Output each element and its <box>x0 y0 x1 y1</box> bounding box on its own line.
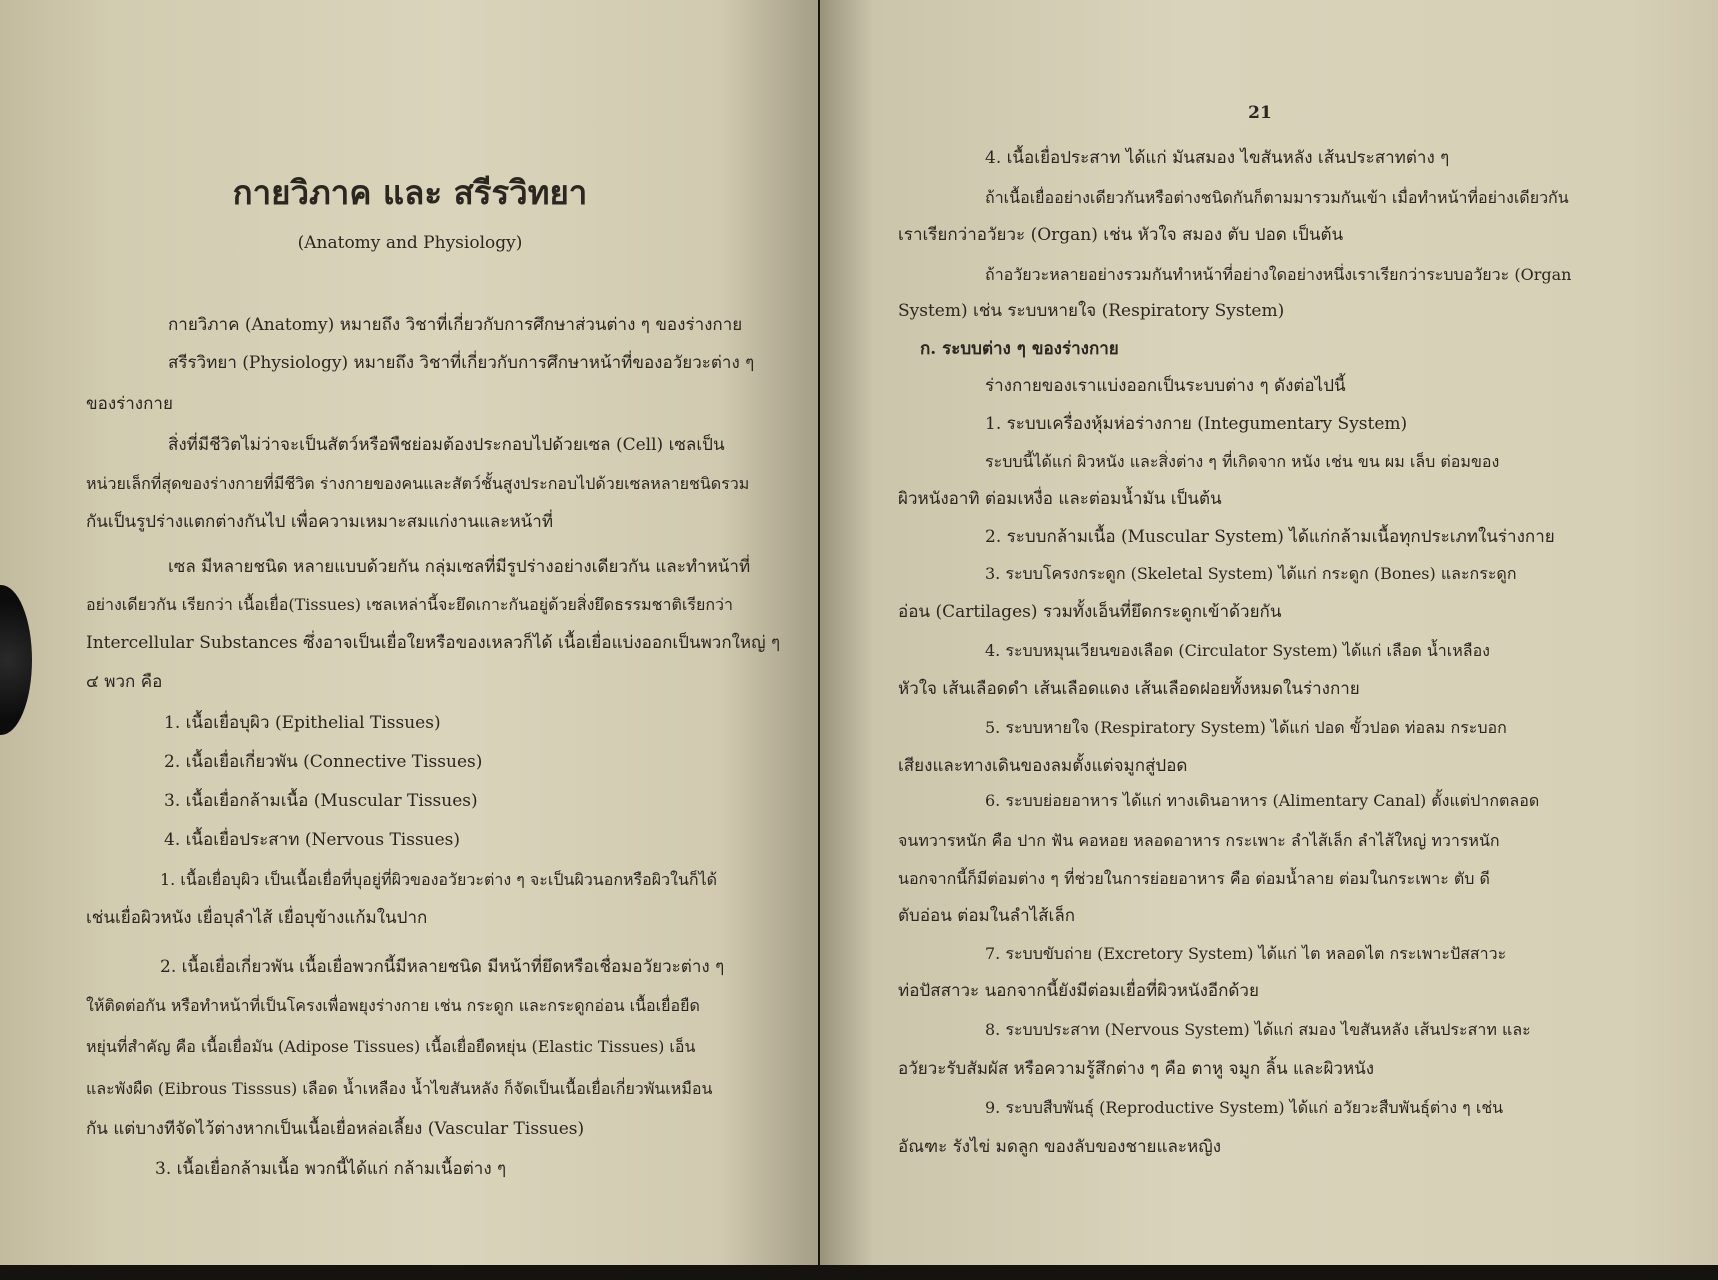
text-line: เสียงและทางเดินของลมตั้งแต่จมูกสู่ปอด <box>898 756 1188 776</box>
list-item: 2. เนื้อเยื่อเกี่ยวพัน (Connective Tissues) <box>164 752 483 772</box>
text-line: 3. เนื้อเยื่อกล้ามเนื้อ พวกนี้ได้แก่ กล้ามเนื้อต่าง ๆ <box>155 1159 507 1179</box>
page-number: 21 <box>1248 103 1272 123</box>
list-item: 3. ระบบโครงกระดูก (Skeletal System) ได้แก่ กระดูก (Bones) และกระดูก <box>985 564 1517 583</box>
text-line: เราเรียกว่าอวัยวะ (Organ) เช่น หัวใจ สมอง ตับ ปอด เป็นต้น <box>898 225 1344 245</box>
text-line: อัณฑะ รังไข่ มดลูก ของลับของชายและหญิง <box>898 1137 1222 1157</box>
text-line: ถ้าเนื้อเยื่ออย่างเดียวกันหรือต่างชนิดกันก็ตามมารวมกันเข้า เมื่อทำหน้าที่อย่างเดียวกัน <box>985 188 1569 207</box>
list-item: 1. เนื้อเยื่อบุผิว (Epithelial Tissues) <box>164 713 441 733</box>
section-heading: ก. ระบบต่าง ๆ ของร่างกาย <box>920 339 1119 359</box>
text-line: ให้ติดต่อกัน หรือทำหน้าที่เป็นโครงเพื่อพยุงร่างกาย เช่น กระดูก และกระดูกอ่อน เนื้อเยื่อยืด <box>86 996 700 1015</box>
text-line: สรีรวิทยา (Physiology) หมายถึง วิชาที่เกี่ยวกับการศึกษาหน้าที่ของอวัยวะต่าง ๆ <box>168 353 755 373</box>
list-item: 3. เนื้อเยื่อกล้ามเนื้อ (Muscular Tissues) <box>164 791 478 811</box>
text-line: อ่อน (Cartilages) รวมทั้งเอ็นที่ยึดกระดูกเข้าด้วยกัน <box>898 602 1282 622</box>
list-item: 2. ระบบกล้ามเนื้อ (Muscular System) ได้แก่กล้ามเนื้อทุกประเภทในร่างกาย <box>985 527 1555 547</box>
text-line: กายวิภาค (Anatomy) หมายถึง วิชาที่เกี่ยวกับการศึกษาส่วนต่าง ๆ ของร่างกาย <box>168 315 743 335</box>
text-line: ของร่างกาย <box>86 394 173 414</box>
list-item: 4. เนื้อเยื่อประสาท (Nervous Tissues) <box>164 830 461 850</box>
text-line: ท่อปัสสาวะ นอกจากนี้ยังมีต่อมเยื่อที่ผิวหนังอีกด้วย <box>898 981 1259 1001</box>
page-subtitle: (Anatomy and Physiology) <box>297 233 523 253</box>
text-line: ตับอ่อน ต่อมในลำไส้เล็ก <box>898 906 1076 926</box>
text-line: 4. เนื้อเยื่อประสาท ได้แก่ มันสมอง ไขสันหลัง เส้นประสาทต่าง ๆ <box>985 148 1450 168</box>
text-line: และพังผืด (Eibrous Tisssus) เลือด น้ำเหลือง น้ำไขสันหลัง ก็จัดเป็นเนื้อเยื่อเกี่ยวพันเหมือน <box>86 1079 713 1098</box>
text-line: กันเป็นรูปร่างแตกต่างกันไป เพื่อความเหมาะสมแก่งานและหน้าที่ <box>86 512 554 532</box>
text-line: เซล มีหลายชนิด หลายแบบด้วยกัน กลุ่มเซลที่มีรูปร่างอย่างเดียวกัน และทำหน้าที่ <box>168 557 751 577</box>
text-line: ถ้าอวัยวะหลายอย่างรวมกันทำหน้าที่อย่างใดอย่างหนึ่งเราเรียกว่าระบบอวัยวะ (Organ <box>985 265 1572 284</box>
list-item: 4. ระบบหมุนเวียนของเลือด (Circulator System) ได้แก่ เลือด น้ำเหลือง <box>985 641 1490 660</box>
list-item: 9. ระบบสืบพันธุ์ (Reproductive System) ได้แก่ อวัยวะสืบพันธุ์ต่าง ๆ เช่น <box>985 1098 1504 1117</box>
text-line: อวัยวะรับสัมผัส หรือความรู้สึกต่าง ๆ คือ ตาหู จมูก ลิ้น และผิวหนัง <box>898 1059 1375 1079</box>
text-line: เช่นเยื่อผิวหนัง เยื่อบุลำไส้ เยื่อบุข้างแก้มในปาก <box>86 908 428 928</box>
list-item: 6. ระบบย่อยอาหาร ได้แก่ ทางเดินอาหาร (Alimentary Canal) ตั้งแต่ปากตลอด <box>985 791 1540 810</box>
list-item: 8. ระบบประสาท (Nervous System) ได้แก่ สมอง ไขสันหลัง เส้นประสาท และ <box>985 1020 1531 1039</box>
page-title: กายวิภาค และ สรีรวิทยา <box>232 173 588 212</box>
text-line: กัน แต่บางทีจัดไว้ต่างหากเป็นเนื้อเยื่อหล่อเลี้ยง (Vascular Tissues) <box>86 1119 585 1139</box>
list-item: 5. ระบบหายใจ (Respiratory System) ได้แก่ ปอด ขั้วปอด ท่อลม กระบอก <box>985 718 1507 737</box>
text-line: ผิวหนังอาทิ ต่อมเหงื่อ และต่อมน้ำมัน เป็นต้น <box>898 489 1222 509</box>
text-line: Intercellular Substances ซึ่งอาจเป็นเยื่อใยหรือของเหลวก็ได้ เนื้อเยื่อแบ่งออกเป็นพวกใหญ่ ๆ <box>86 633 781 653</box>
list-item: 1. ระบบเครื่องหุ้มห่อร่างกาย (Integumentary System) <box>985 414 1408 434</box>
text-line: อย่างเดียวกัน เรียกว่า เนื้อเยื่อ(Tissues) เซลเหล่านี้จะยึดเกาะกันอยู่ด้วยสิ่งยึดธรรมชาติเรียกว่า <box>86 595 733 614</box>
text-line: จนทวารหนัก คือ ปาก ฟัน คอหอย หลอดอาหาร กระเพาะ ลำไส้เล็ก ลำไส้ใหญ่ ทวารหนัก <box>898 831 1500 850</box>
text-line: ร่างกายของเราแบ่งออกเป็นระบบต่าง ๆ ดังต่อไปนี้ <box>985 376 1346 396</box>
text-line: ๔ พวก คือ <box>86 672 163 692</box>
text-line: นอกจากนี้ก็มีต่อมต่าง ๆ ที่ช่วยในการย่อยอาหาร คือ ต่อมน้ำลาย ต่อมในกระเพาะ ตับ ดี <box>898 869 1490 888</box>
list-item: 7. ระบบขับถ่าย (Excretory System) ได้แก่ ไต หลอดไต กระเพาะปัสสาวะ <box>985 944 1507 963</box>
text-line: 1. เนื้อเยื่อบุผิว เป็นเนื้อเยื่อที่บุอยู่ที่ผิวของอวัยวะต่าง ๆ จะเป็นผิวนอกหรือผิวในก็ได้ <box>160 870 718 889</box>
text-line: หน่วยเล็กที่สุดของร่างกายที่มีชีวิต ร่างกายของคนและสัตว์ชั้นสูงประกอบไปด้วยเซลหลายชนิดรวม <box>86 474 750 493</box>
text-line: หยุ่นที่สำคัญ คือ เนื้อเยื่อมัน (Adipose Tissues) เนื้อเยื่อยืดหยุ่น (Elastic Tissues) เอ็น <box>86 1037 696 1056</box>
text-line: สิ่งที่มีชีวิตไม่ว่าจะเป็นสัตว์หรือพืชย่อมต้องประกอบไปด้วยเซล (Cell) เซลเป็น <box>168 435 725 455</box>
text-line: ระบบนี้ได้แก่ ผิวหนัง และสิ่งต่าง ๆ ที่เกิดจาก หนัง เช่น ขน ผม เล็บ ต่อมของ <box>985 452 1500 471</box>
text-line: หัวใจ เส้นเลือดดำ เส้นเลือดแดง เส้นเลือดฝอยทั้งหมดในร่างกาย <box>898 679 1360 699</box>
text-line: System) เช่น ระบบหายใจ (Respiratory System) <box>898 301 1285 321</box>
text-line: 2. เนื้อเยื่อเกี่ยวพัน เนื้อเยื่อพวกนี้มีหลายชนิด มีหน้าที่ยึดหรือเชื่อมอวัยวะต่าง ๆ <box>160 957 725 977</box>
